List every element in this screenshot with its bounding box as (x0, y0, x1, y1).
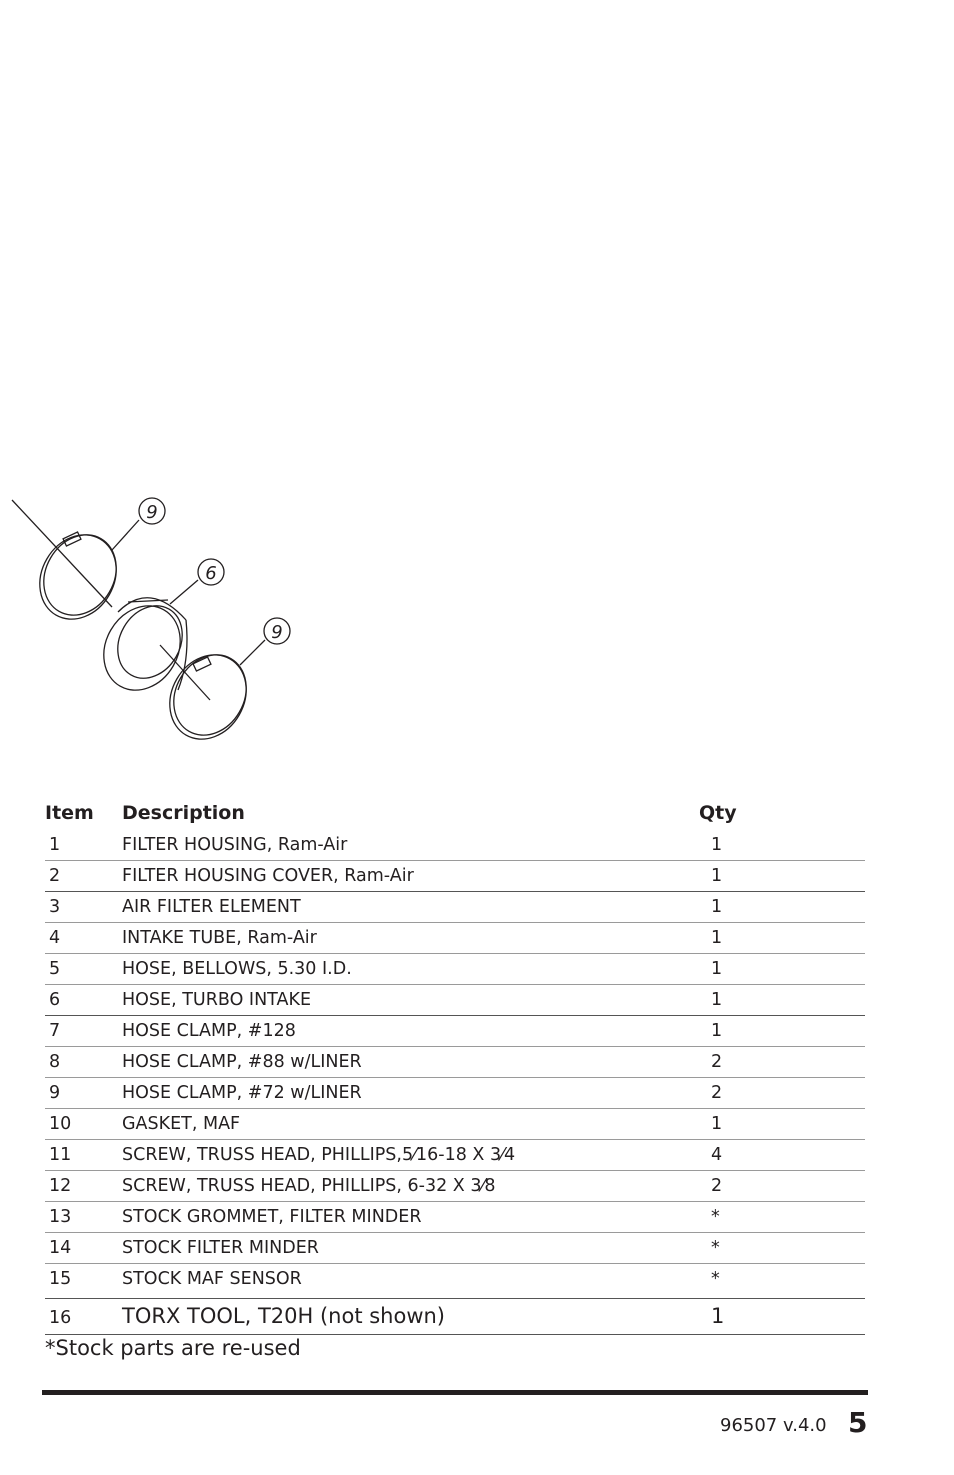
parts-diagram (0, 480, 320, 750)
row-qty: 2 (711, 1083, 723, 1103)
row-item: 2 (49, 866, 61, 886)
callout-9-top: 9 (146, 502, 158, 523)
row-item: 12 (49, 1176, 72, 1196)
row-description: HOSE, BELLOWS, 5.30 I.D. (122, 959, 352, 979)
row-description: TORX TOOL, T20H (not shown) (122, 1304, 445, 1328)
row-item: 1 (49, 835, 61, 855)
header-item: Item (45, 802, 94, 824)
row-item: 5 (49, 959, 61, 979)
row-item: 10 (49, 1114, 72, 1134)
row-description: HOSE CLAMP, #128 (122, 1021, 296, 1041)
row-qty: 1 (711, 928, 723, 948)
document-code: 96507 v.4.0 (720, 1415, 827, 1436)
row-description: INTAKE TUBE, Ram-Air (122, 928, 317, 948)
row-description: GASKET, MAF (122, 1114, 241, 1134)
table-row (45, 1202, 865, 1233)
row-description: STOCK GROMMET, FILTER MINDER (122, 1207, 422, 1227)
row-qty: * (711, 1269, 720, 1289)
stock-parts-note: *Stock parts are re-used (45, 1336, 301, 1360)
row-qty: 1 (711, 835, 723, 855)
header-description: Description (122, 802, 245, 824)
row-description: HOSE, TURBO INTAKE (122, 990, 312, 1010)
table-row (45, 861, 865, 892)
row-item: 8 (49, 1052, 61, 1072)
row-item: 4 (49, 928, 61, 948)
row-description: STOCK FILTER MINDER (122, 1238, 319, 1258)
row-description: HOSE CLAMP, #72 w/LINER (122, 1083, 362, 1103)
table-row (45, 1140, 865, 1171)
table-row (45, 1109, 865, 1140)
row-item: 16 (49, 1308, 72, 1328)
row-qty: * (711, 1207, 720, 1227)
table-row (45, 1264, 865, 1299)
footer-rule (42, 1390, 868, 1395)
row-item: 13 (49, 1207, 72, 1227)
table-row (45, 1016, 865, 1047)
table-row (45, 892, 865, 923)
row-qty: 1 (711, 1304, 725, 1328)
row-item: 3 (49, 897, 61, 917)
header-qty: Qty (699, 802, 737, 824)
row-qty: 1 (711, 959, 723, 979)
row-qty: 2 (711, 1052, 723, 1072)
table-row (45, 1233, 865, 1264)
table-row (45, 830, 865, 861)
row-description: HOSE CLAMP, #88 w/LINER (122, 1052, 362, 1072)
row-description: AIR FILTER ELEMENT (122, 897, 301, 917)
table-row (45, 1299, 865, 1335)
row-qty: 1 (711, 1114, 723, 1134)
row-item: 11 (49, 1145, 72, 1165)
row-item: 15 (49, 1269, 72, 1289)
table-row (45, 1047, 865, 1078)
table-row (45, 954, 865, 985)
row-description: SCREW, TRUSS HEAD, PHILLIPS, 6-32 X 3⁄8 (122, 1176, 496, 1196)
row-qty: 1 (711, 1021, 723, 1041)
row-description: FILTER HOUSING, Ram-Air (122, 835, 348, 855)
row-item: 14 (49, 1238, 72, 1258)
table-row (45, 985, 865, 1016)
callout-6: 6 (205, 563, 217, 584)
row-qty: 1 (711, 897, 723, 917)
row-item: 6 (49, 990, 61, 1010)
table-row (45, 923, 865, 954)
row-qty: 1 (711, 866, 723, 886)
callout-9-bottom: 9 (271, 622, 283, 643)
row-description: STOCK MAF SENSOR (122, 1269, 302, 1289)
table-row (45, 1078, 865, 1109)
row-qty: 1 (711, 990, 723, 1010)
row-qty: * (711, 1238, 720, 1258)
row-qty: 4 (711, 1145, 723, 1165)
table-header (45, 799, 865, 830)
row-description: FILTER HOUSING COVER, Ram-Air (122, 866, 414, 886)
row-qty: 2 (711, 1176, 723, 1196)
row-item: 9 (49, 1083, 61, 1103)
table-row (45, 1171, 865, 1202)
row-description: SCREW, TRUSS HEAD, PHILLIPS,5⁄16-18 X 3⁄4 (122, 1145, 516, 1165)
row-item: 7 (49, 1021, 61, 1041)
parts-table (45, 799, 865, 1360)
page-number: 5 (848, 1406, 868, 1439)
